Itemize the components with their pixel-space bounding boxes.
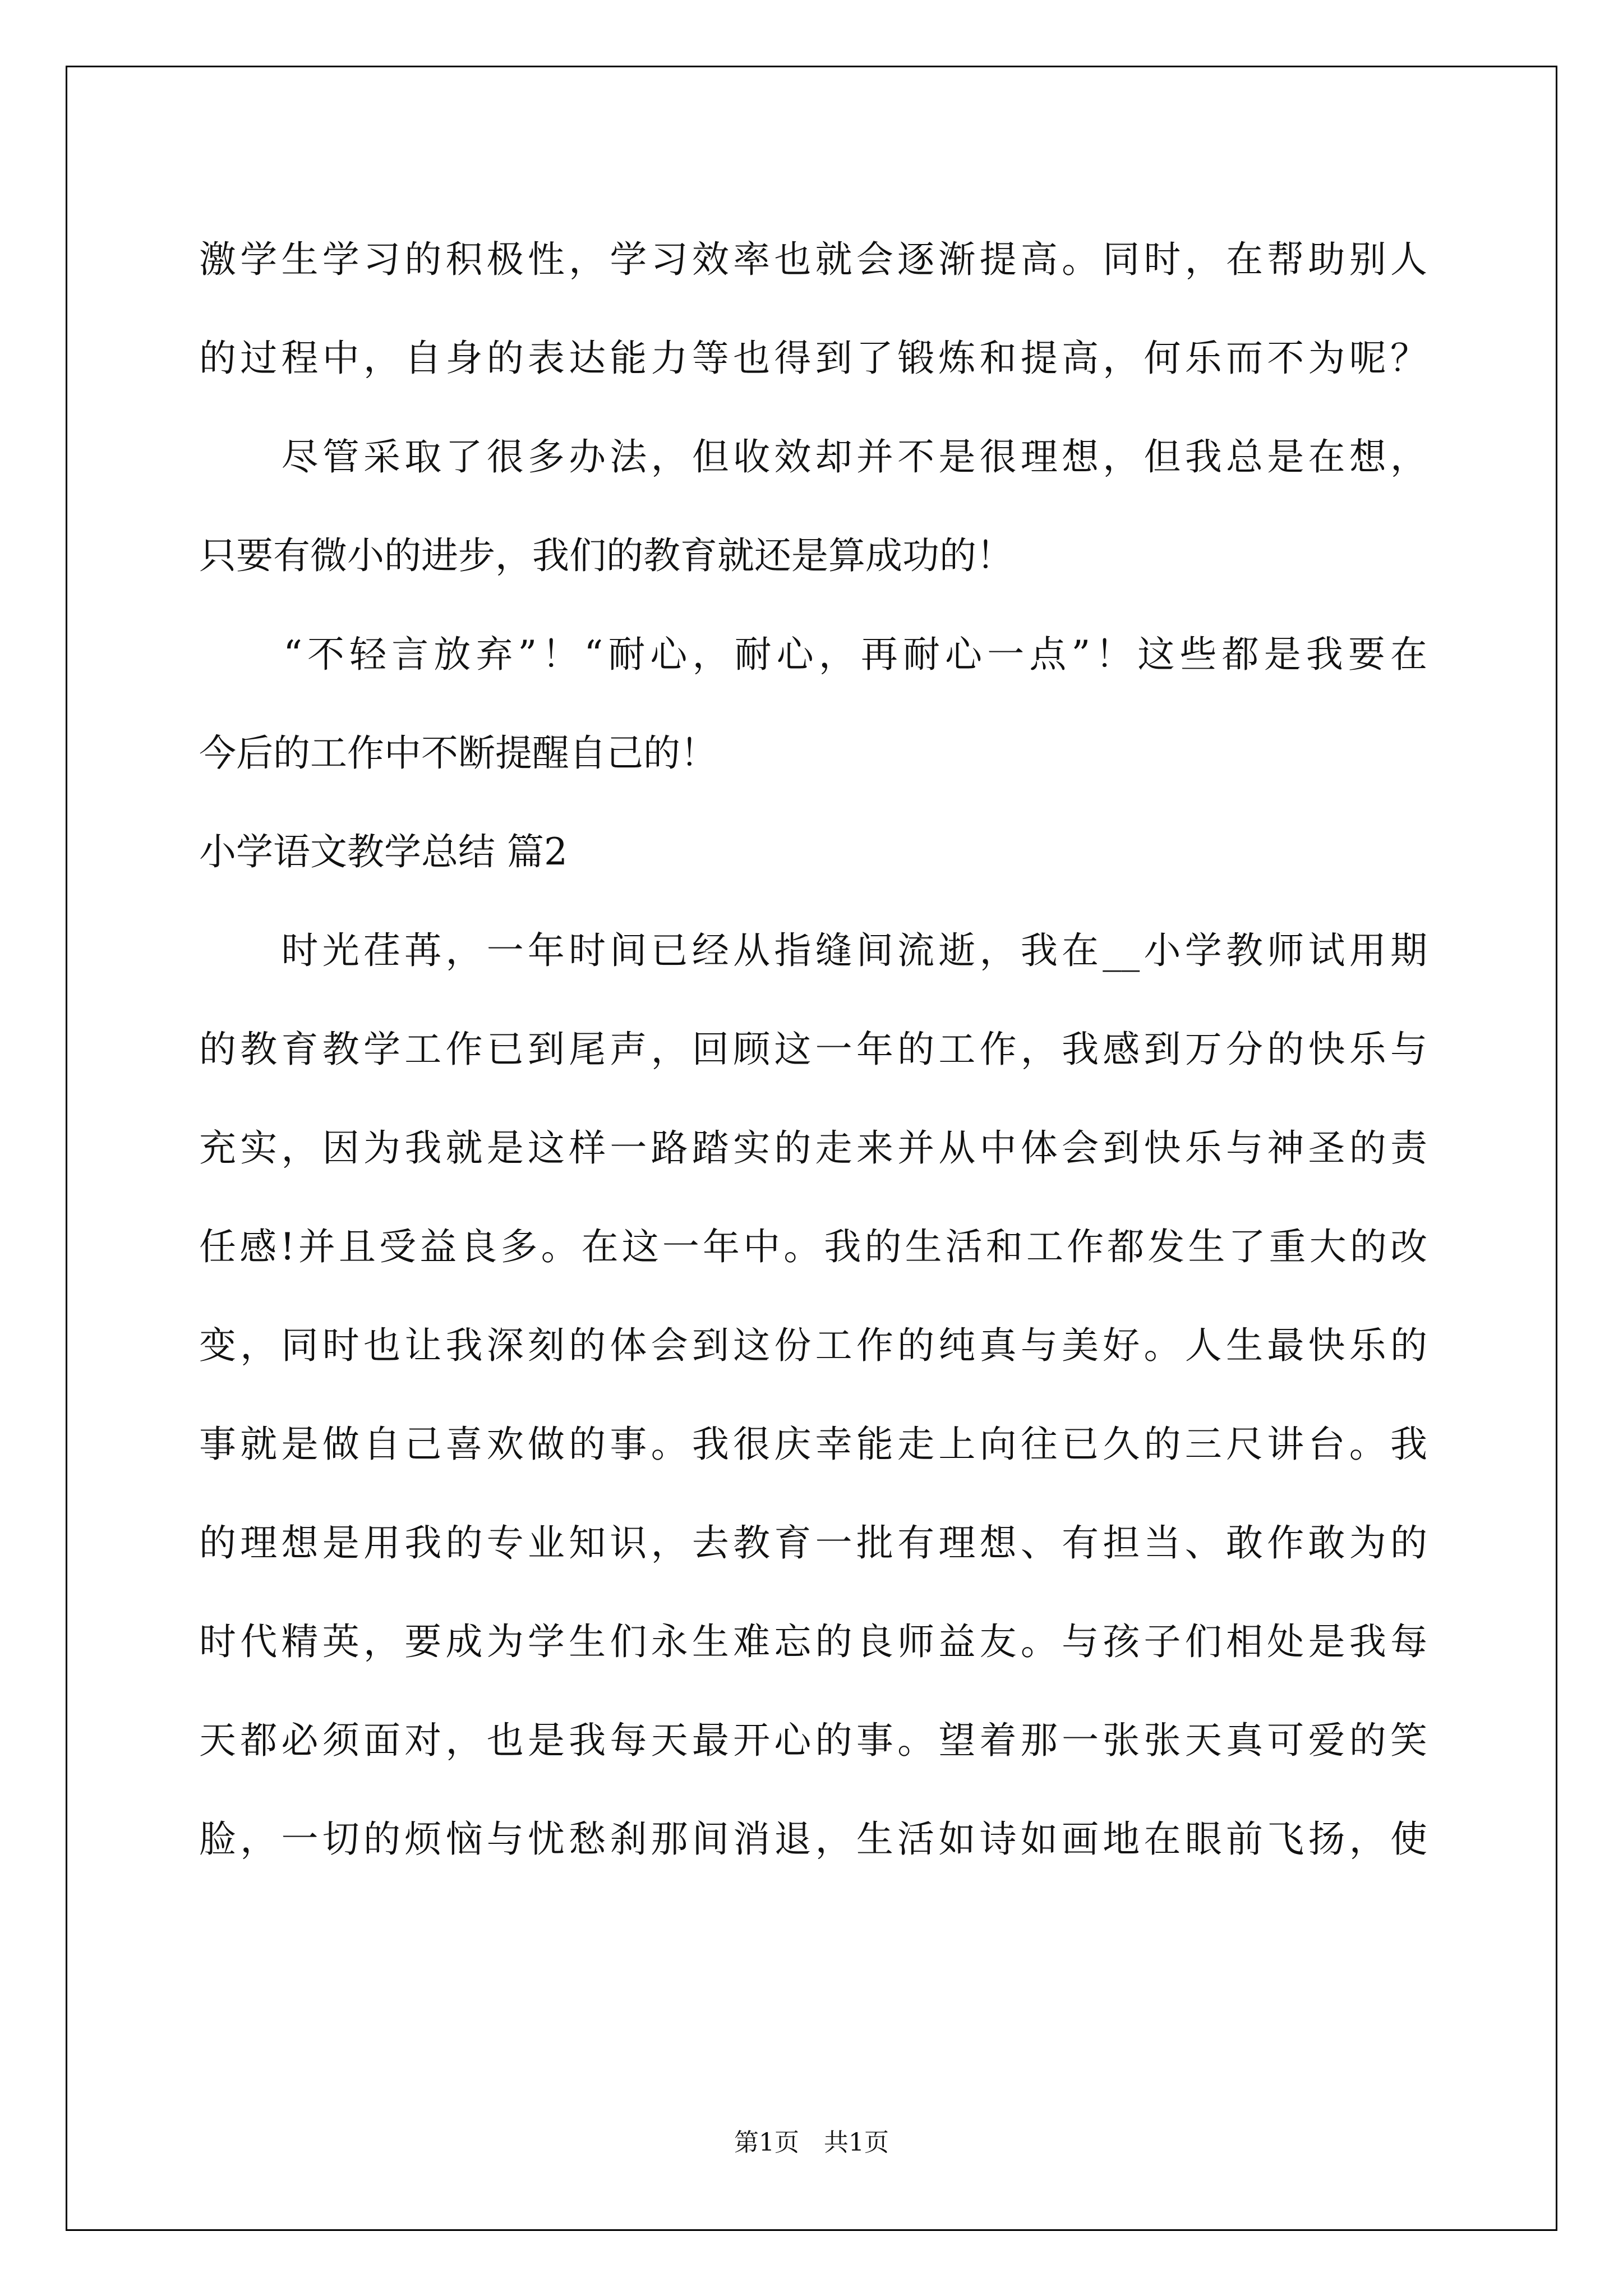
text-line: 充实，因为我就是这样一路踏实的走来并从中体会到快乐与神圣的责 xyxy=(199,1126,1427,1170)
document-body xyxy=(199,210,1427,1889)
text-line: 今后的工作中不断提醒自己的！ xyxy=(199,731,717,775)
text-line: 任感!并且受益良多。在这一年中。我的生活和工作都发生了重大的改 xyxy=(199,1225,1427,1268)
text-line: 时代精英，要成为学生们永生难忘的良师益友。与孩子们相处是我每 xyxy=(199,1620,1427,1663)
page-number-footer: 第1页 共1页 xyxy=(734,2128,889,2157)
text-line: 事就是做自己喜欢做的事。我很庆幸能走上向往已久的三尺讲台。我 xyxy=(199,1423,1427,1466)
text-line: “不轻言放弃”！“耐心，耐心，再耐心一点”！这些都是我要在 xyxy=(199,633,1427,676)
text-line: 只要有微小的进步，我们的教育就还是算成功的！ xyxy=(199,534,1013,577)
text-line: 的教育教学工作已到尾声，回顾这一年的工作，我感到万分的快乐与 xyxy=(199,1028,1427,1071)
text-line: 天都必须面对，也是我每天最开心的事。望着那一张张天真可爱的笑 xyxy=(199,1719,1427,1762)
text-line: 变，同时也让我深刻的体会到这份工作的纯真与美好。人生最快乐的 xyxy=(199,1324,1427,1367)
text-line: 脸，一切的烦恼与忧愁刹那间消退，生活如诗如画地在眼前飞扬，使 xyxy=(199,1818,1427,1861)
text-line: 尽管采取了很多办法，但收效却并不是很理想，但我总是在想， xyxy=(199,435,1427,478)
text-line: 的理想是用我的专业知识，去教育一批有理想、有担当、敢作敢为的 xyxy=(199,1521,1427,1565)
text-line: 的过程中，自身的表达能力等也得到了锻炼和提高，何乐而不为呢？ xyxy=(199,337,1427,380)
text-line: 激学生学习的积极性，学习效率也就会逐渐提高。同时，在帮助别人 xyxy=(199,238,1427,281)
section-heading: 小学语文教学总结 篇2 xyxy=(199,830,568,873)
text-line: 时光荏苒，一年时间已经从指缝间流逝，我在__小学教师试用期 xyxy=(199,929,1427,972)
